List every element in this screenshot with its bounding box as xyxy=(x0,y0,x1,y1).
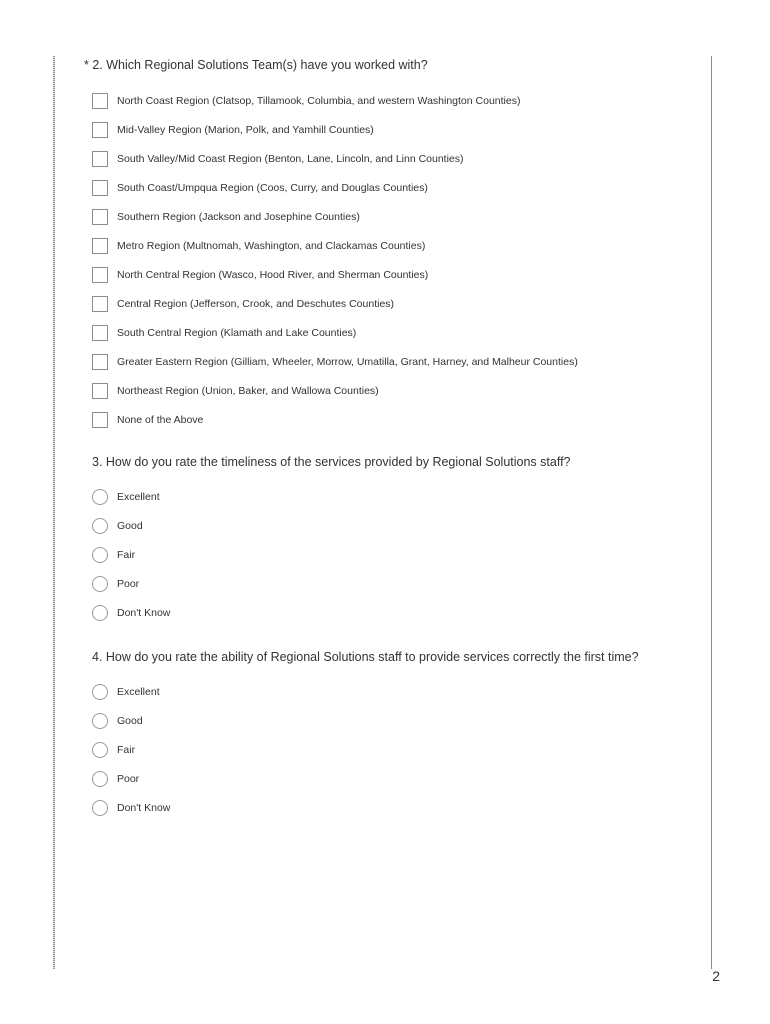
question-4 xyxy=(84,649,704,822)
q3-option-label: Good xyxy=(117,519,143,532)
question-4-options xyxy=(84,677,704,822)
q2-option-label: North Central Region (Wasco, Hood River, and Sherman Counties) xyxy=(117,268,429,281)
q2-option-greater-eastern[interactable] xyxy=(84,347,704,376)
q2-option-label: North Coast Region (Clatsop, Tillamook, Columbia, and western Washington Counties) xyxy=(117,94,521,107)
q4-radio-good[interactable] xyxy=(92,713,108,729)
question-2-options xyxy=(84,86,704,434)
q4-option-label: Fair xyxy=(117,743,136,756)
q3-radio-fair[interactable] xyxy=(92,547,108,563)
q4-radio-poor[interactable] xyxy=(92,771,108,787)
q2-option-label: Metro Region (Multnomah, Washington, and Clackamas Counties) xyxy=(117,239,426,252)
q4-option-dont-know[interactable] xyxy=(84,793,704,822)
q2-checkbox-mid-valley[interactable] xyxy=(92,122,108,138)
q2-option-label: None of the Above xyxy=(117,413,204,426)
question-3-title: 3. How do you rate the timeliness of the services provided by Regional Solutions staff? xyxy=(92,455,571,469)
q2-option-label: South Coast/Umpqua Region (Coos, Curry, and Douglas Counties) xyxy=(117,181,428,194)
q2-option-label: South Valley/Mid Coast Region (Benton, Lane, Lincoln, and Linn Counties) xyxy=(117,152,464,165)
q2-checkbox-greater-eastern[interactable] xyxy=(92,354,108,370)
q2-checkbox-south-central[interactable] xyxy=(92,325,108,341)
q3-option-poor[interactable] xyxy=(84,569,704,598)
q4-option-good[interactable] xyxy=(84,706,704,735)
question-3 xyxy=(84,454,704,627)
q2-checkbox-south-coast[interactable] xyxy=(92,180,108,196)
q2-checkbox-central[interactable] xyxy=(92,296,108,312)
q3-option-label: Don't Know xyxy=(117,606,171,619)
q2-option-south-central[interactable] xyxy=(84,318,704,347)
q2-option-label: Central Region (Jefferson, Crook, and Deschutes Counties) xyxy=(117,297,395,310)
q3-option-label: Excellent xyxy=(117,490,160,503)
q2-option-north-central[interactable] xyxy=(84,260,704,289)
page-right-border xyxy=(711,56,712,969)
q4-option-poor[interactable] xyxy=(84,764,704,793)
q2-option-mid-valley[interactable] xyxy=(84,115,704,144)
q2-option-south-valley[interactable] xyxy=(84,144,704,173)
q4-option-excellent[interactable] xyxy=(84,677,704,706)
q2-option-label: Greater Eastern Region (Gilliam, Wheeler, Morrow, Umatilla, Grant, Harney, and Malheur Counties) xyxy=(117,355,578,368)
q2-checkbox-metro[interactable] xyxy=(92,238,108,254)
q2-option-none[interactable] xyxy=(84,405,704,434)
q4-option-label: Don't Know xyxy=(117,801,171,814)
q3-option-excellent[interactable] xyxy=(84,482,704,511)
question-3-options xyxy=(84,482,704,627)
q2-option-southern[interactable] xyxy=(84,202,704,231)
q2-checkbox-south-valley[interactable] xyxy=(92,151,108,167)
q2-checkbox-north-central[interactable] xyxy=(92,267,108,283)
q3-radio-excellent[interactable] xyxy=(92,489,108,505)
q3-option-fair[interactable] xyxy=(84,540,704,569)
question-2 xyxy=(84,57,704,434)
question-2-title: * 2. Which Regional Solutions Team(s) have you worked with? xyxy=(84,58,428,72)
q2-checkbox-none[interactable] xyxy=(92,412,108,428)
q4-option-fair[interactable] xyxy=(84,735,704,764)
q2-option-central[interactable] xyxy=(84,289,704,318)
page-left-border xyxy=(53,56,55,969)
q3-radio-poor[interactable] xyxy=(92,576,108,592)
q3-option-label: Fair xyxy=(117,548,136,561)
q2-option-label: Southern Region (Jackson and Josephine Counties) xyxy=(117,210,360,223)
q2-option-north-coast[interactable] xyxy=(84,86,704,115)
question-4-title: 4. How do you rate the ability of Regional Solutions staff to provide services correctly the first time? xyxy=(92,650,639,664)
q4-option-label: Good xyxy=(117,714,143,727)
q2-option-northeast[interactable] xyxy=(84,376,704,405)
q4-option-label: Excellent xyxy=(117,685,160,698)
q2-checkbox-northeast[interactable] xyxy=(92,383,108,399)
q3-radio-good[interactable] xyxy=(92,518,108,534)
q3-option-good[interactable] xyxy=(84,511,704,540)
q2-option-south-coast[interactable] xyxy=(84,173,704,202)
q4-radio-excellent[interactable] xyxy=(92,684,108,700)
q4-radio-fair[interactable] xyxy=(92,742,108,758)
q3-option-dont-know[interactable] xyxy=(84,598,704,627)
q4-option-label: Poor xyxy=(117,772,140,785)
q2-option-metro[interactable] xyxy=(84,231,704,260)
q2-checkbox-southern[interactable] xyxy=(92,209,108,225)
q3-radio-dont-know[interactable] xyxy=(92,605,108,621)
page-number: 2 xyxy=(712,968,720,984)
q2-checkbox-north-coast[interactable] xyxy=(92,93,108,109)
q2-option-label: South Central Region (Klamath and Lake Counties) xyxy=(117,326,357,339)
q2-option-label: Mid-Valley Region (Marion, Polk, and Yamhill Counties) xyxy=(117,123,374,136)
q3-option-label: Poor xyxy=(117,577,140,590)
q4-radio-dont-know[interactable] xyxy=(92,800,108,816)
q2-option-label: Northeast Region (Union, Baker, and Wallowa Counties) xyxy=(117,384,379,397)
